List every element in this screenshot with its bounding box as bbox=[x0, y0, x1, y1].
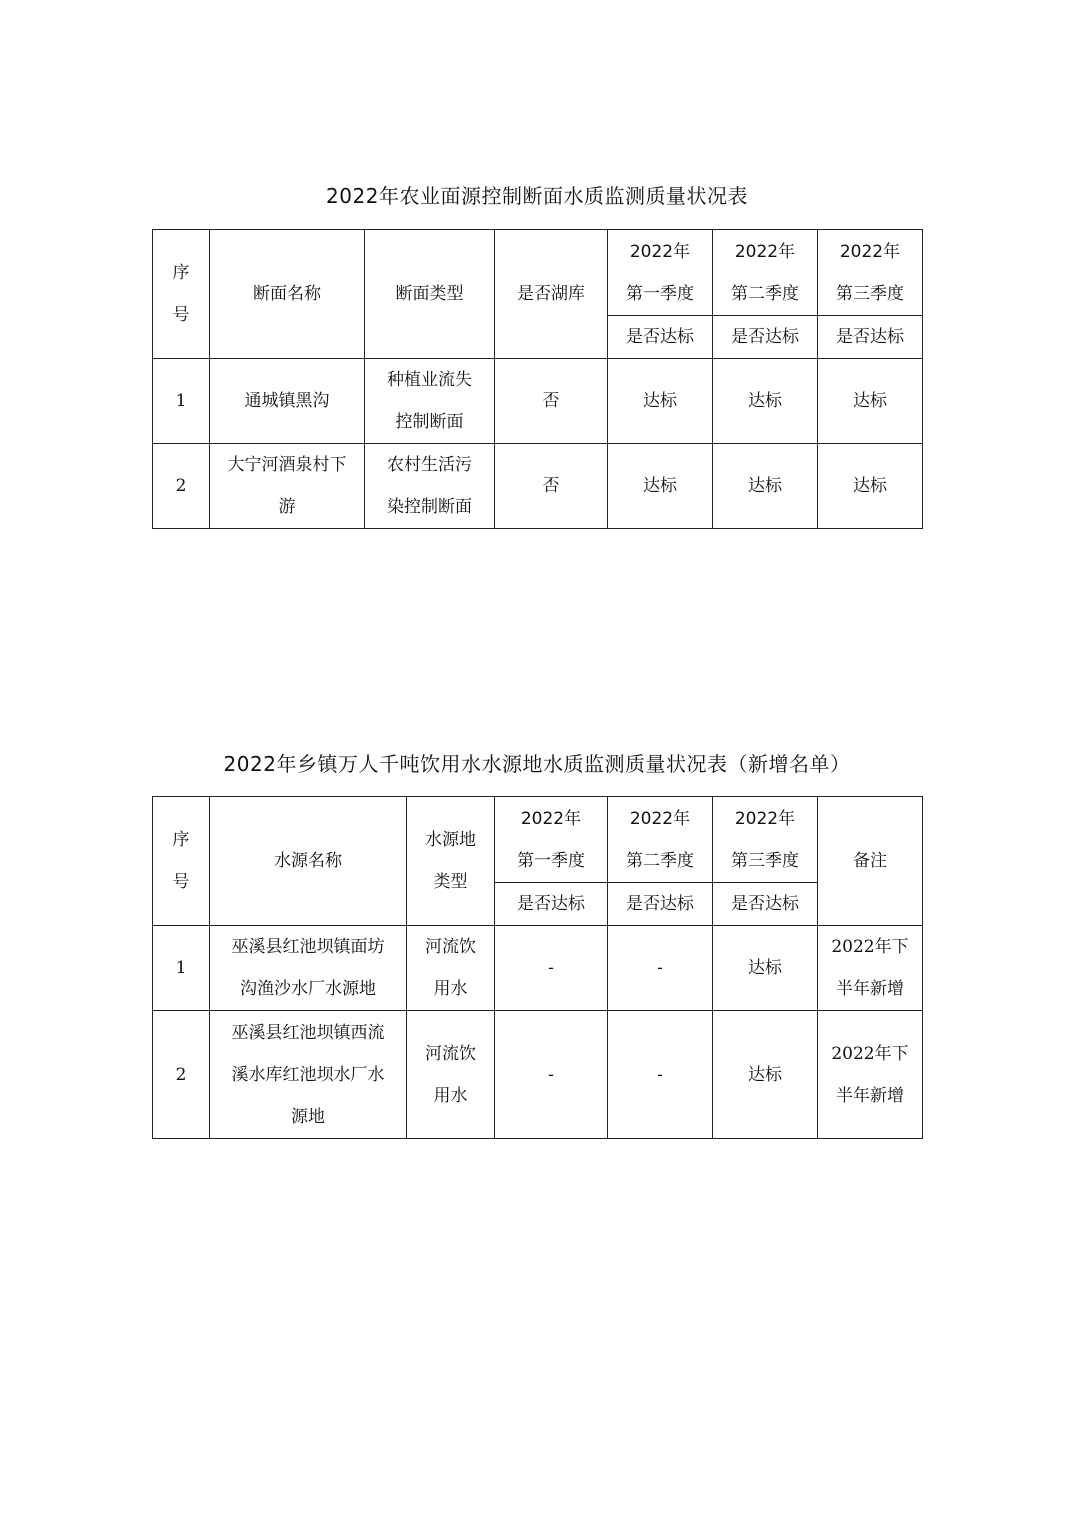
header-seq-line1: 序 bbox=[172, 263, 190, 283]
table1-title: 2022年农业面源控制断面水质监测质量状况表 bbox=[326, 184, 748, 208]
cell-section-type bbox=[365, 359, 495, 444]
header-note: 备注 bbox=[818, 797, 923, 926]
header-q3-pass: 是否达标 bbox=[818, 316, 923, 359]
cell-is-lake: 否 bbox=[495, 359, 608, 444]
cell-text: 河流饮 bbox=[425, 1043, 476, 1064]
cell-source-name bbox=[210, 1011, 407, 1139]
cell-text: 通城镇黑沟 bbox=[244, 391, 330, 411]
cell-q1: - bbox=[495, 1011, 608, 1139]
cell-is-lake: 否 bbox=[495, 444, 608, 529]
header-seq-line1: 序 bbox=[172, 830, 190, 850]
header-section-name: 断面名称 bbox=[210, 230, 365, 359]
cell-section-name bbox=[210, 359, 365, 444]
header-q1-year: 2022年 bbox=[629, 241, 691, 262]
header-source-name: 水源名称 bbox=[210, 797, 407, 926]
header-q3-pass: 是否达标 bbox=[713, 883, 818, 926]
cell-text: 河流饮 bbox=[425, 937, 476, 957]
header-section-type: 断面类型 bbox=[365, 230, 495, 359]
cell-q3: 达标 bbox=[818, 444, 923, 529]
cell-text: 溪水库红池坝水厂水 bbox=[231, 1064, 385, 1085]
cell-text: 2022年下 bbox=[831, 937, 909, 957]
cell-q2: - bbox=[608, 926, 713, 1011]
header-q3 bbox=[818, 230, 923, 316]
cell-seq: 2 bbox=[153, 444, 210, 529]
header-q2-quarter: 第二季度 bbox=[626, 850, 694, 871]
header-q2-year: 2022年 bbox=[629, 808, 691, 829]
header-q2-pass: 是否达标 bbox=[713, 316, 818, 359]
cell-text: 染控制断面 bbox=[387, 497, 472, 517]
header-seq bbox=[153, 797, 210, 926]
agricultural-section-table bbox=[152, 229, 923, 529]
cell-q2: - bbox=[608, 1011, 713, 1139]
cell-q3: 达标 bbox=[713, 926, 818, 1011]
header-q1-pass: 是否达标 bbox=[608, 316, 713, 359]
cell-q3: 达标 bbox=[713, 1011, 818, 1139]
cell-q3: 达标 bbox=[818, 359, 923, 444]
header-type-line2: 类型 bbox=[433, 872, 468, 892]
header-q2-pass: 是否达标 bbox=[608, 883, 713, 926]
cell-source-type bbox=[407, 926, 495, 1011]
cell-text: 大宁河酒泉村下 bbox=[227, 455, 347, 475]
cell-q2: 达标 bbox=[713, 444, 818, 529]
header-q1 bbox=[608, 230, 713, 316]
cell-q1: - bbox=[495, 926, 608, 1011]
header-q1-pass: 是否达标 bbox=[495, 883, 608, 926]
cell-q2: 达标 bbox=[713, 359, 818, 444]
header-q3-year: 2022年 bbox=[839, 241, 901, 262]
header-q3-quarter: 第三季度 bbox=[836, 283, 904, 304]
header-q1-quarter: 第一季度 bbox=[517, 850, 585, 871]
header-q3 bbox=[713, 797, 818, 883]
cell-text: 巫溪县红池坝镇西流 bbox=[231, 1022, 385, 1043]
cell-text: 种植业流失 bbox=[387, 370, 472, 390]
cell-text: 用水 bbox=[433, 1085, 468, 1106]
cell-seq: 2 bbox=[153, 1011, 210, 1139]
header-seq bbox=[153, 230, 210, 359]
cell-text: 用水 bbox=[433, 979, 468, 999]
cell-text: 半年新增 bbox=[836, 979, 904, 999]
header-seq-line2: 号 bbox=[172, 305, 190, 325]
cell-text: 农村生活污 bbox=[387, 455, 472, 475]
cell-source-type bbox=[407, 1011, 495, 1139]
header-is-lake: 是否湖库 bbox=[495, 230, 608, 359]
cell-section-type bbox=[365, 444, 495, 529]
cell-text: 半年新增 bbox=[836, 1085, 904, 1106]
table-row bbox=[153, 359, 923, 444]
cell-note bbox=[818, 1011, 923, 1139]
cell-q1: 达标 bbox=[608, 444, 713, 529]
cell-text: 控制断面 bbox=[395, 412, 464, 432]
cell-q1: 达标 bbox=[608, 359, 713, 444]
cell-text: 沟渔沙水厂水源地 bbox=[240, 979, 376, 999]
cell-section-name bbox=[210, 444, 365, 529]
header-q1-quarter: 第一季度 bbox=[626, 283, 694, 304]
header-q1 bbox=[495, 797, 608, 883]
header-q3-year: 2022年 bbox=[734, 808, 796, 829]
header-q2-quarter: 第二季度 bbox=[731, 283, 799, 304]
header-q3-quarter: 第三季度 bbox=[731, 850, 799, 871]
cell-text: 2022年下 bbox=[831, 1043, 909, 1064]
cell-seq: 1 bbox=[153, 926, 210, 1011]
cell-seq: 1 bbox=[153, 359, 210, 444]
header-q2-year: 2022年 bbox=[734, 241, 796, 262]
cell-text: 游 bbox=[278, 497, 296, 517]
header-source-type bbox=[407, 797, 495, 926]
header-q2 bbox=[713, 230, 818, 316]
cell-text: 巫溪县红池坝镇面坊 bbox=[231, 937, 385, 957]
header-seq-line2: 号 bbox=[172, 872, 190, 892]
header-q2 bbox=[608, 797, 713, 883]
table-row bbox=[153, 1011, 923, 1139]
header-type-line1: 水源地 bbox=[425, 830, 476, 850]
cell-note bbox=[818, 926, 923, 1011]
drinking-water-source-table bbox=[152, 796, 923, 1139]
header-q1-year: 2022年 bbox=[520, 808, 582, 829]
cell-text: 源地 bbox=[291, 1106, 325, 1127]
table-row bbox=[153, 926, 923, 1011]
table-row bbox=[153, 444, 923, 529]
table2-title: 2022年乡镇万人千吨饮用水水源地水质监测质量状况表（新增名单） bbox=[223, 752, 851, 776]
cell-source-name bbox=[210, 926, 407, 1011]
